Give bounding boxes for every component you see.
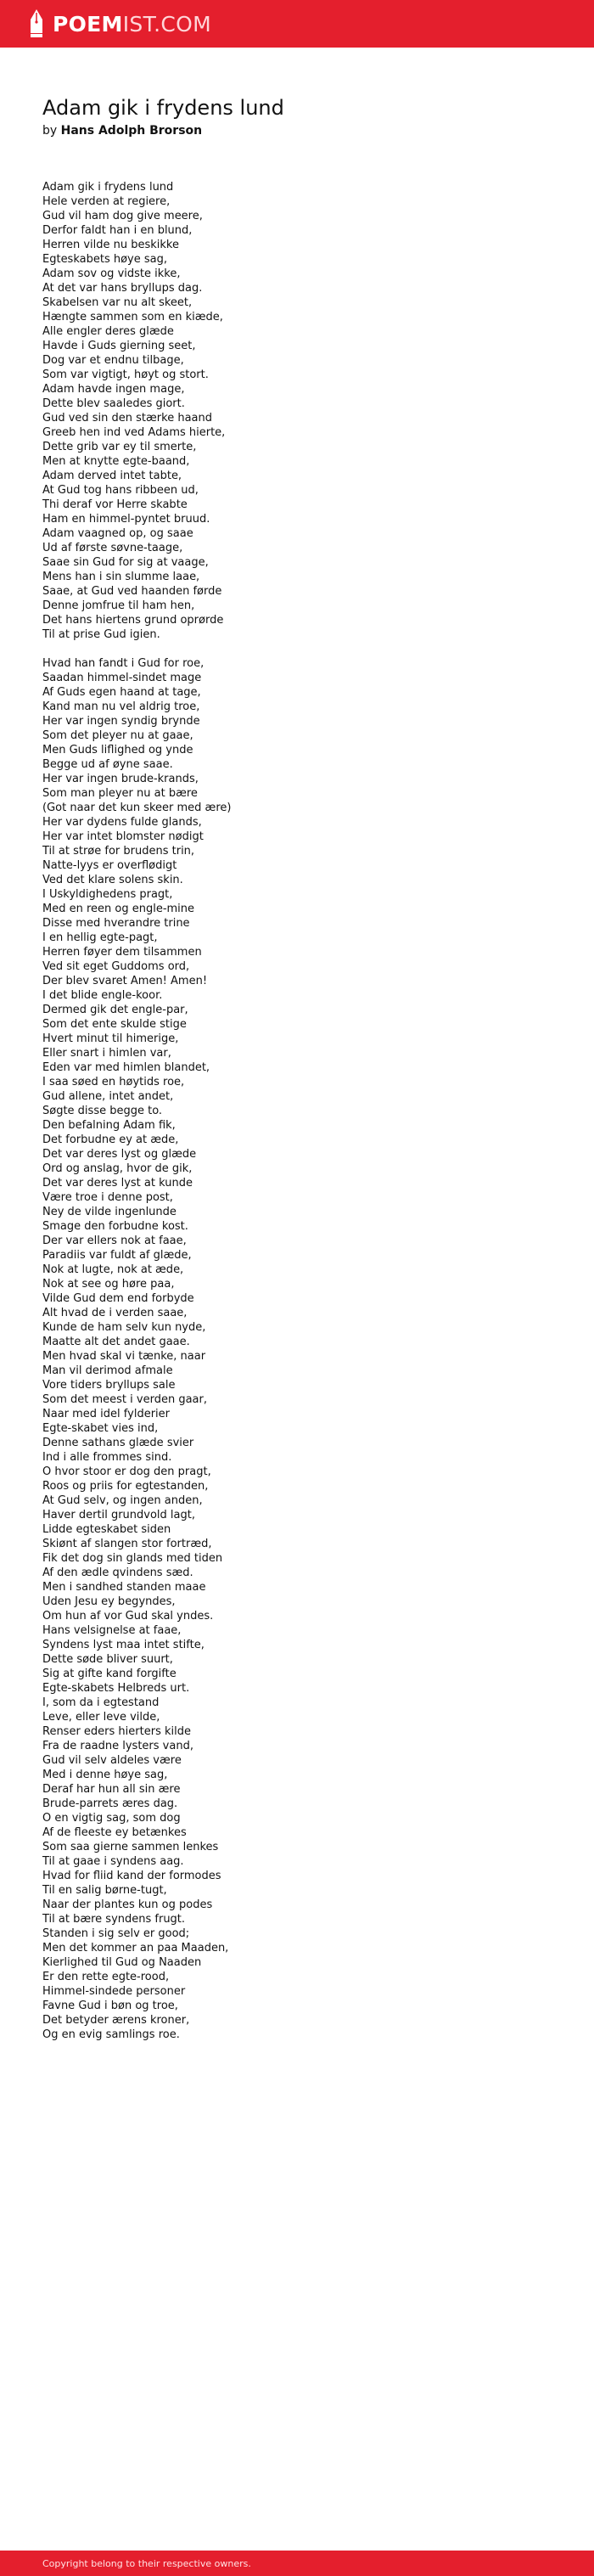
poem-line: Egte-skabet vies ind, <box>42 1422 159 1435</box>
poem-content <box>42 95 552 2056</box>
poem-line: Det var deres lyst at kunde <box>42 1177 193 1190</box>
poem-line: O en vigtig sag, som dog <box>42 1812 181 1825</box>
poem-line: Man vil derimod afmale <box>42 1364 173 1377</box>
pen-nib-icon <box>29 8 44 40</box>
poem-line: Naar der plantes kun og podes <box>42 1898 213 1911</box>
logo-bold-text: POEM <box>53 11 123 37</box>
poem-line: Denne jomfrue til ham hen, <box>42 599 195 612</box>
poem-line: Thi deraf vor Herre skabte <box>42 498 188 511</box>
poem-line: Her var ingen brude-krands, <box>42 773 199 785</box>
poem-line: Dermed gik det engle-par, <box>42 1004 188 1016</box>
poem-line: Begge ud af øyne saae. <box>42 758 173 771</box>
poem-line: Til at prise Gud igien. <box>42 628 160 641</box>
poem-line: (Got naar det kun skeer med ære) <box>42 801 232 814</box>
poem-line: Dette blev saaledes giort. <box>42 397 185 410</box>
poem-line: Her var ingen syndig brynde <box>42 715 200 728</box>
poem-line: Om hun af vor Gud skal yndes. <box>42 1610 214 1623</box>
poem-line: Renser eders hierters kilde <box>42 1725 191 1738</box>
poem-line: Denne sathans glæde svier <box>42 1437 194 1449</box>
poem-line: Dette grib var ey til smerte, <box>42 441 197 453</box>
poem-line: Alle engler deres glæde <box>42 325 174 338</box>
poem-line: Saae, at Gud ved haanden førde <box>42 585 222 598</box>
poem-line: Det hans hiertens grund oprørde <box>42 614 224 627</box>
poem-line: Deraf har hun all sin ære <box>42 1783 181 1796</box>
poem-line: Ind i alle frommes sind. <box>42 1451 172 1464</box>
poem-line: Til at gaae i syndens aag. <box>42 1855 184 1868</box>
poem-line: Her var dydens fulde glands, <box>42 816 202 829</box>
poem-line: Det var deres lyst og glæde <box>42 1148 197 1161</box>
poem-line: Hans velsignelse at faae, <box>42 1624 182 1637</box>
poem-line: Derfor faldt han i en blund, <box>42 224 193 237</box>
poem-line: Paradiis var fuldt af glæde, <box>42 1249 192 1262</box>
poem-line: Adam vaagned op, og saae <box>42 527 193 540</box>
poem-byline <box>42 122 552 139</box>
poem-line: Gud ved sin den stærke haand <box>42 412 212 425</box>
poem-line: Maatte alt det andet gaae. <box>42 1336 190 1348</box>
poem-line: Af de fleeste ey betænkes <box>42 1826 187 1839</box>
poem-line: Til at strøe for brudens trin, <box>42 845 195 858</box>
poem-line: Gud allene, intet andet, <box>42 1090 174 1103</box>
poem-line: Er den rette egte-rood, <box>42 1971 170 1983</box>
poem-title: Adam gik i frydens lund <box>42 96 284 120</box>
poem-line: Hele verden at regiere, <box>42 195 171 208</box>
copyright-text: Copyright belong to their respective owners. <box>42 2557 251 2569</box>
poem-line: Favne Gud i bøn og troe, <box>42 1999 178 2012</box>
poem-line: Fik det dog sin glands med tiden <box>42 1552 223 1565</box>
poem-line: Havde i Guds gierning seet, <box>42 340 196 352</box>
poem-line: Disse med hverandre trine <box>42 917 190 930</box>
poem-line: Hvad han fandt i Gud for roe, <box>42 657 205 670</box>
poem-line: Men Guds liflighed og ynde <box>42 744 193 756</box>
poem-line: Haver dertil grundvold lagt, <box>42 1509 195 1521</box>
poem-line: Saadan himmel-sindet mage <box>42 672 202 684</box>
poem-line: Være troe i denne post, <box>42 1191 173 1204</box>
poem-line: Ney de vilde ingenlunde <box>42 1206 177 1218</box>
poem-line: Af den ædle qvindens sæd. <box>42 1566 193 1579</box>
poem-line: Skabelsen var nu alt skeet, <box>42 296 193 309</box>
poem-line: Syndens lyst maa intet stifte, <box>42 1639 205 1651</box>
poem-line: Af Guds egen haand at tage, <box>42 686 201 699</box>
poem-line: Ud af første søvne-taage, <box>42 542 183 554</box>
poem-line: Leve, eller leve vilde, <box>42 1711 160 1724</box>
poem-line: Som det ente skulde stige <box>42 1018 187 1031</box>
poem-line: Lidde egteskabet siden <box>42 1523 171 1536</box>
poem-line: Mens han i sin slumme laae, <box>42 571 200 583</box>
poem-line: I Uskyldighedens pragt, <box>42 888 173 901</box>
poem-line: Dog var et endnu tilbage, <box>42 354 184 367</box>
poem-line: O hvor stoor er dog den pragt, <box>42 1465 211 1478</box>
poem-line: At Gud selv, og ingen anden, <box>42 1494 203 1507</box>
poem-line: Egte-skabets Helbreds urt. <box>42 1682 190 1695</box>
poem-line: Her var intet blomster nødigt <box>42 830 204 843</box>
author-link[interactable]: Hans Adolph Brorson <box>60 124 203 138</box>
poem-line: Gud vil selv aldeles være <box>42 1754 182 1767</box>
poem-line: Natte-lyys er overflødigt <box>42 859 177 872</box>
poem-line: Kand man nu vel aldrig troe, <box>42 700 200 713</box>
poem-line: Søgte disse begge to. <box>42 1105 163 1117</box>
poem-line: Men at knytte egte-baand, <box>42 455 190 468</box>
poem-line: Brude-parrets æres dag. <box>42 1797 178 1810</box>
poem-line: Ved sit eget Guddoms ord, <box>42 960 190 973</box>
poem-line: Som saa gierne sammen lenkes <box>42 1841 219 1853</box>
poem-line: Kunde de ham selv kun nyde, <box>42 1321 206 1334</box>
poem-line: Men det kommer an paa Maaden, <box>42 1942 229 1954</box>
poem-line: At Gud tog hans ribbeen ud, <box>42 484 199 497</box>
poem-line: Eller snart i himlen var, <box>42 1047 171 1060</box>
poem-line: Herren føyer dem tilsammen <box>42 946 202 959</box>
poem-line: Uden Jesu ey begyndes, <box>42 1595 176 1608</box>
poem-stanza <box>42 180 552 642</box>
poem-line: Herren vilde nu beskikke <box>42 239 179 251</box>
poem-line: Naar med idel fylderier <box>42 1408 170 1420</box>
poem-line: Hvert minut til himerige, <box>42 1032 179 1045</box>
poem-line: I en hellig egte-pagt, <box>42 931 158 944</box>
poem-line: Ord og anslag, hvor de gik, <box>42 1162 193 1175</box>
logo-wordmark <box>53 11 212 37</box>
poem-line: Saae sin Gud for sig at vaage, <box>42 556 209 569</box>
poem-line: Adam havde ingen mage, <box>42 383 185 396</box>
poem-line: Kierlighed til Gud og Naaden <box>42 1956 202 1969</box>
poem-line: Til at bære syndens frugt. <box>42 1913 186 1926</box>
poem-line: Vilde Gud dem end forbyde <box>42 1292 194 1305</box>
poem-line: Skiønt af slangen stor fortræd, <box>42 1538 212 1550</box>
poem-line: Smage den forbudne kost. <box>42 1220 188 1233</box>
poem-line: Men i sandhed standen maae <box>42 1581 206 1594</box>
poem-line: Greeb hen ind ved Adams hierte, <box>42 426 226 439</box>
logo-light-text: IST.COM <box>122 11 212 37</box>
poem-line: Ved det klare solens skin. <box>42 874 183 886</box>
poem-line: Sig at gifte kand forgifte <box>42 1668 177 1680</box>
poem-line: Himmel-sindede personer <box>42 1985 186 1998</box>
poem-line: Ham en himmel-pyntet bruud. <box>42 513 210 526</box>
poem-line: Eden var med himlen blandet, <box>42 1061 210 1074</box>
poem-line: Der var ellers nok at faae, <box>42 1235 187 1247</box>
poem-line: Med i denne høye sag, <box>42 1769 168 1781</box>
poem-line: Men hvad skal vi tænke, naar <box>42 1350 206 1363</box>
poem-line: I, som da i egtestand <box>42 1696 160 1709</box>
poem-line: Hvad for fliid kand der formodes <box>42 1870 221 1882</box>
poem-line: Nok at see og høre paa, <box>42 1278 175 1291</box>
poem-line: Og en evig samlings roe. <box>42 2028 180 2041</box>
poem-line: Nok at lugte, nok at æde, <box>42 1263 184 1276</box>
site-footer <box>0 2551 594 2576</box>
site-header <box>0 0 594 48</box>
poem-body <box>42 180 552 2042</box>
poem-line: Fra de raadne lysters vand, <box>42 1740 193 1752</box>
poem-line: Standen i sig selv er good; <box>42 1927 190 1940</box>
poem-line: Som det pleyer nu at gaae, <box>42 729 193 742</box>
poem-line: Alt hvad de i verden saae, <box>42 1307 188 1319</box>
poem-line: Dette søde bliver suurt, <box>42 1653 173 1666</box>
poem-line: Til en salig børne-tugt, <box>42 1884 167 1897</box>
poem-line: Som det meest i verden gaar, <box>42 1393 207 1406</box>
poem-line: Adam derved intet tabte, <box>42 470 182 482</box>
poem-line: I det blide engle-koor. <box>42 989 163 1002</box>
poem-line: Det betyder ærens kroner, <box>42 2014 190 2027</box>
poem-line: Med en reen og engle-mine <box>42 903 195 915</box>
poem-line: Roos og priis for egtestanden, <box>42 1480 209 1493</box>
poem-line: Som man pleyer nu at bære <box>42 787 198 800</box>
poem-line: Det forbudne ey at æde, <box>42 1133 179 1146</box>
poem-line: I saa søed en høytids roe, <box>42 1076 185 1088</box>
poem-line: Hængte sammen som en kiæde, <box>42 311 223 323</box>
byline-prefix: by <box>42 124 58 138</box>
poem-line: Der blev svaret Amen! Amen! <box>42 975 208 987</box>
poem-line: Vore tiders bryllups sale <box>42 1379 176 1392</box>
poem-line: At det var hans bryllups dag. <box>42 282 203 295</box>
poem-line: Adam sov og vidste ikke, <box>42 267 181 280</box>
poem-line: Gud vil ham dog give meere, <box>42 210 203 222</box>
site-logo[interactable] <box>29 8 211 40</box>
poem-stanza <box>42 656 552 2042</box>
poem-line: Den befalning Adam fik, <box>42 1119 176 1132</box>
poem-line: Som var vigtigt, høyt og stort. <box>42 368 209 381</box>
poem-line: Adam gik i frydens lund <box>42 181 174 194</box>
poem-line: Egteskabets høye sag, <box>42 253 167 266</box>
